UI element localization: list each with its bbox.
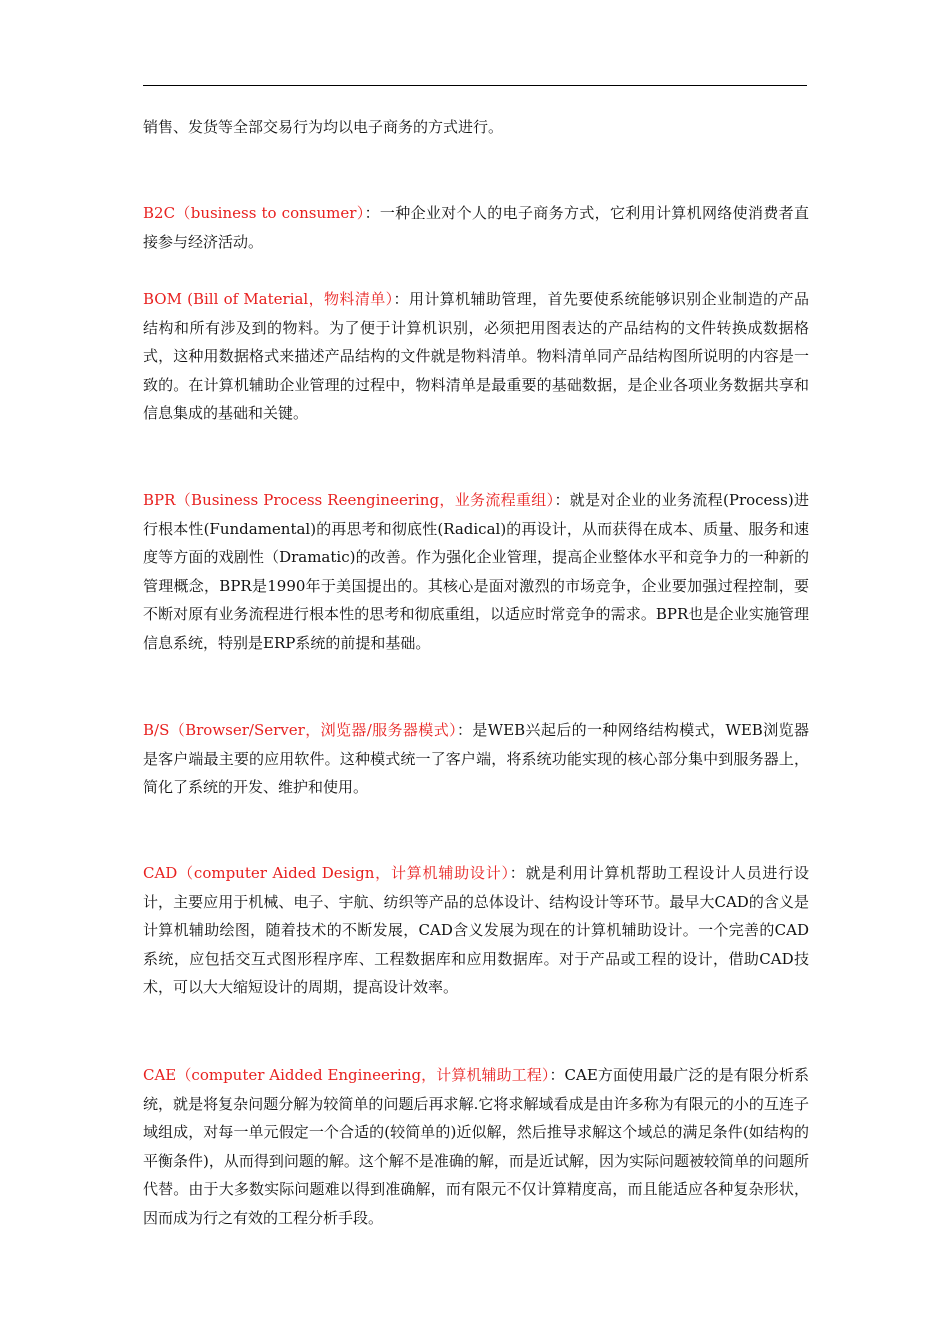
glossary-term: CAE（computer Aidded Engineering，计算机辅助工程） [143, 1066, 550, 1084]
glossary-definition: ：就是利用计算机帮助工程设计人员进行设计，主要应用于机械、电子、宇航、纺织等产品的总体设计、结构设计等环节。最早大CAD的含义是计算机辅助绘图，随着技术的不断发展，CAD含义发展为现在的计算机辅助设计。一个完善的CAD系统，应包括交互式图形程序库、工程数据库和应用数据库。对于产品或工程的设计，借助CAD技术，可以大大缩短设计的周期，提高设计效率。 [143, 864, 809, 997]
glossary-definition: ：是WEB兴起后的一种网络结构模式，WEB浏览器是客户端最主要的应用软件。这种模式统一了客户端，将系统功能实现的核心部分集中到服务器上，简化了系统的开发、维护和使用。 [143, 721, 809, 797]
paragraph-continuation [143, 113, 809, 142]
header-rule [143, 85, 807, 86]
glossary-entry-b2c [143, 199, 809, 256]
glossary-term: B2C（business to consumer） [143, 204, 365, 222]
glossary-definition: ：用计算机辅助管理，首先要使系统能够识别企业制造的产品结构和所有涉及到的物料。为了便于计算机识别，必须把用图表达的产品结构的文件转换成数据格式，这种用数据格式来描述产品结构的文件就是物料清单。物料清单同产品结构图所说明的内容是一致的。在计算机辅助企业管理的过程中，物料清单是最重要的基础数据，是企业各项业务数据共享和信息集成的基础和关键。 [143, 290, 809, 423]
glossary-definition: ：就是对企业的业务流程(Process)进行根本性(Fundamental)的再思考和彻底性(Radical)的再设计，从而获得在成本、质量、服务和速度等方面的戏剧性（Dramatic)的改善。作为强化企业管理，提高企业整体水平和竞争力的一种新的管理概念，BPR是1990年于美国提出的。其核心是面对激烈的市场竞争，企业要加强过程控制，要不断对原有业务流程进行根本性的思考和彻底重组，以适应时常竞争的需求。BPR也是企业实施管理信息系统，特别是ERP系统的前提和基础。 [143, 491, 809, 652]
glossary-entry-cad [143, 859, 809, 1002]
glossary-definition: 销售、发货等全部交易行为均以电子商务的方式进行。 [143, 118, 504, 136]
glossary-entry-cae [143, 1061, 809, 1233]
glossary-term: BPR（Business Process Reengineering，业务流程重组） [143, 491, 555, 509]
glossary-entry-bpr [143, 486, 809, 658]
glossary-entry-bom [143, 285, 809, 428]
glossary-term: CAD（computer Aided Design，计算机辅助设计） [143, 864, 510, 882]
glossary-term: B/S（Browser/Server，浏览器/服务器模式） [143, 721, 457, 739]
glossary-definition: ：CAE方面使用最广泛的是有限分析系统，就是将复杂问题分解为较简单的问题后再求解.它将求解域看成是由许多称为有限元的小的互连子域组成，对每一单元假定一个合适的(较简单的)近似解，然后推导求解这个域总的满足条件(如结构的平衡条件)，从而得到问题的解。这个解不是准确的解，而是近试解，因为实际问题被较简单的问题所代替。由于大多数实际问题难以得到准确解，而有限元不仅计算精度高，而且能适应各种复杂形状，因而成为行之有效的工程分析手段。 [143, 1066, 809, 1227]
glossary-entry-bs [143, 716, 809, 802]
glossary-definition: ：一种企业对个人的电子商务方式，它利用计算机网络使消费者直接参与经济活动。 [143, 204, 809, 251]
glossary-term: BOM (Bill of Material，物料清单） [143, 290, 394, 308]
